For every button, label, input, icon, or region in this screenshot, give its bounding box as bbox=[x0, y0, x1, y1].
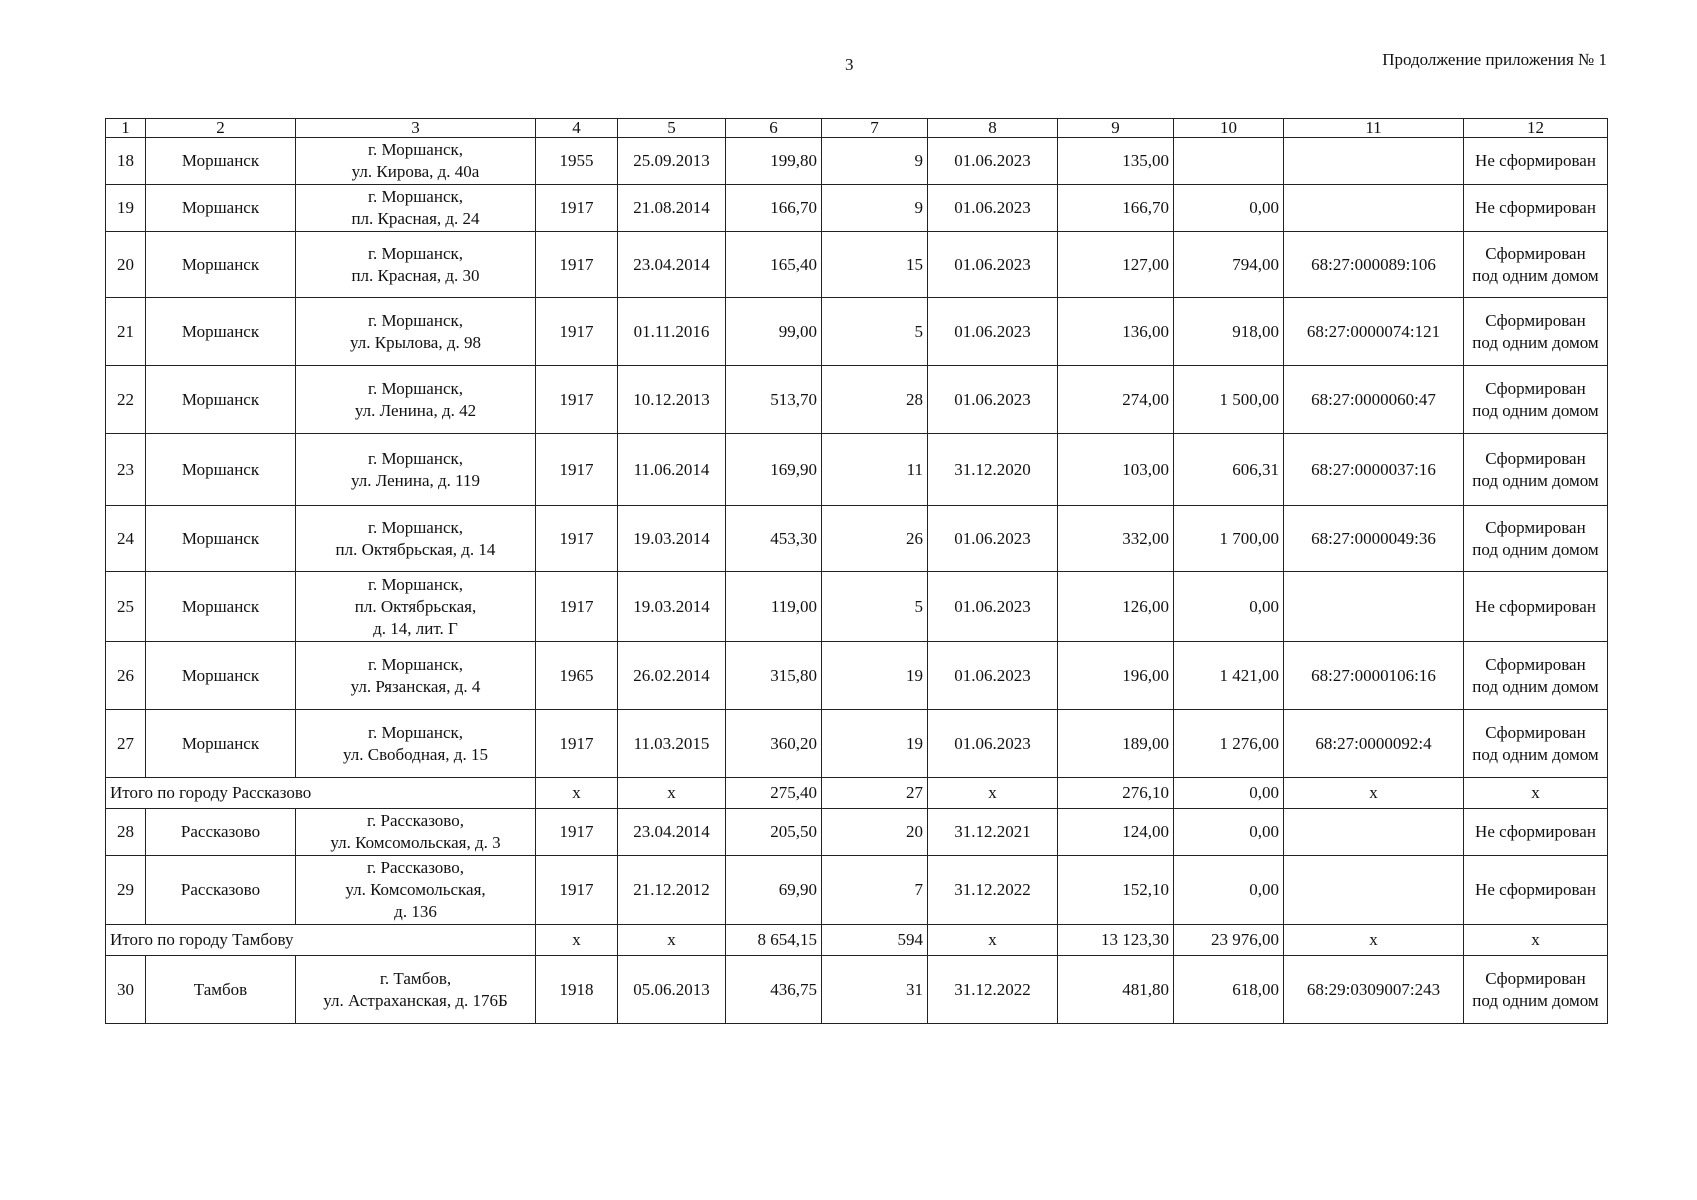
cell-col9: 103,00 bbox=[1058, 434, 1174, 506]
cell-year: х bbox=[536, 925, 618, 956]
cell-planned-date: 01.06.2023 bbox=[928, 185, 1058, 232]
cell-planned-date: 01.06.2023 bbox=[928, 506, 1058, 572]
status-line: Не сформирован bbox=[1475, 596, 1596, 616]
cell-address bbox=[296, 956, 536, 1024]
cell-year: 1917 bbox=[536, 298, 618, 366]
column-number-header: 5 bbox=[618, 119, 726, 138]
cell-date: 23.04.2014 bbox=[618, 232, 726, 298]
cell-cadastral-number: 68:29:0309007:243 bbox=[1284, 956, 1464, 1024]
cell-date: 25.09.2013 bbox=[618, 138, 726, 185]
cell-col9: 13 123,30 bbox=[1058, 925, 1174, 956]
table-row bbox=[106, 185, 1608, 232]
cell-city: Моршанск bbox=[146, 298, 296, 366]
cell-land-status bbox=[1464, 956, 1608, 1024]
table-row bbox=[106, 710, 1608, 778]
cell-col10: 0,00 bbox=[1174, 185, 1284, 232]
cell-city: Моршанск bbox=[146, 232, 296, 298]
cell-year: 1965 bbox=[536, 642, 618, 710]
address-line: пл. Красная, д. 30 bbox=[351, 265, 480, 285]
cell-city: Моршанск bbox=[146, 138, 296, 185]
cell-city: Моршанск bbox=[146, 710, 296, 778]
cell-residents: 27 bbox=[822, 778, 928, 809]
cell-col10: 618,00 bbox=[1174, 956, 1284, 1024]
cell-address bbox=[296, 138, 536, 185]
address-line: пл. Октябрьская, д. 14 bbox=[335, 539, 496, 559]
address-line: д. 14, лит. Г bbox=[373, 618, 458, 638]
cell-cadastral-number: 68:27:0000049:36 bbox=[1284, 506, 1464, 572]
cell-planned-date: 31.12.2022 bbox=[928, 856, 1058, 925]
cell-address bbox=[296, 809, 536, 856]
status-line: Не сформирован bbox=[1475, 198, 1596, 217]
cell-row-number: 18 bbox=[106, 138, 146, 185]
cell-planned-date: 01.06.2023 bbox=[928, 138, 1058, 185]
cell-residents: 7 bbox=[822, 856, 928, 925]
status-line: Сформирован bbox=[1485, 968, 1586, 988]
cell-cadastral-number bbox=[1284, 809, 1464, 856]
cell-col10: 1 421,00 bbox=[1174, 642, 1284, 710]
cell-residents: 594 bbox=[822, 925, 928, 956]
cell-residents: 5 bbox=[822, 572, 928, 642]
cell-area: 360,20 bbox=[726, 710, 822, 778]
page-number: 3 bbox=[845, 55, 854, 74]
cell-land-status bbox=[1464, 506, 1608, 572]
cell-city: Моршанск bbox=[146, 434, 296, 506]
cell-col10 bbox=[1174, 138, 1284, 185]
table-body bbox=[106, 119, 1608, 1024]
cell-area: 69,90 bbox=[726, 856, 822, 925]
address-line: ул. Рязанская, д. 4 bbox=[350, 676, 481, 696]
cell-city: Моршанск bbox=[146, 366, 296, 434]
cell-residents: 19 bbox=[822, 710, 928, 778]
cell-date: 26.02.2014 bbox=[618, 642, 726, 710]
address-line: пл. Красная, д. 24 bbox=[351, 209, 480, 228]
cell-year: 1917 bbox=[536, 809, 618, 856]
cell-land-status bbox=[1464, 298, 1608, 366]
address-line: г. Моршанск, bbox=[367, 310, 464, 330]
cell-residents: 20 bbox=[822, 809, 928, 856]
address-line: г. Моршанск, bbox=[367, 574, 464, 594]
cell-row-number: 27 bbox=[106, 710, 146, 778]
table-row bbox=[106, 642, 1608, 710]
cell-land-status bbox=[1464, 572, 1608, 642]
column-number-row bbox=[106, 119, 1608, 138]
cell-city: Моршанск bbox=[146, 506, 296, 572]
table-row bbox=[106, 232, 1608, 298]
cell-cadastral-number: 68:27:000089:106 bbox=[1284, 232, 1464, 298]
status-line: Сформирован bbox=[1485, 378, 1586, 398]
cell-col10: 23 976,00 bbox=[1174, 925, 1284, 956]
table-row bbox=[106, 298, 1608, 366]
cell-planned-date: х bbox=[928, 778, 1058, 809]
cell-land-status bbox=[1464, 185, 1608, 232]
cell-date: 19.03.2014 bbox=[618, 506, 726, 572]
cell-row-number: 20 bbox=[106, 232, 146, 298]
address-line: г. Рассказово, bbox=[367, 858, 464, 877]
subtotal-label: Итого по городу Тамбову bbox=[106, 925, 536, 956]
address-line: г. Моршанск, bbox=[367, 187, 464, 206]
cell-date: 11.06.2014 bbox=[618, 434, 726, 506]
cell-col9: 481,80 bbox=[1058, 956, 1174, 1024]
cell-area: 119,00 bbox=[726, 572, 822, 642]
address-line: ул. Кирова, д. 40а bbox=[351, 162, 480, 181]
cell-planned-date: 01.06.2023 bbox=[928, 572, 1058, 642]
address-line: г. Тамбов, bbox=[379, 968, 452, 988]
cell-area: 8 654,15 bbox=[726, 925, 822, 956]
cell-row-number: 30 bbox=[106, 956, 146, 1024]
cell-address bbox=[296, 572, 536, 642]
cell-planned-date: 01.06.2023 bbox=[928, 366, 1058, 434]
subtotal-label: Итого по городу Рассказово bbox=[106, 778, 536, 809]
cell-date: 23.04.2014 bbox=[618, 809, 726, 856]
address-line: г. Моршанск, bbox=[367, 448, 464, 468]
column-number-header: 1 bbox=[106, 119, 146, 138]
cell-year: 1918 bbox=[536, 956, 618, 1024]
cell-address bbox=[296, 366, 536, 434]
cell-date: 01.11.2016 bbox=[618, 298, 726, 366]
column-number-header: 10 bbox=[1174, 119, 1284, 138]
status-line: под одним домом bbox=[1472, 990, 1599, 1010]
cell-residents: 9 bbox=[822, 185, 928, 232]
table-row bbox=[106, 572, 1608, 642]
address-line: г. Моршанск, bbox=[367, 722, 464, 742]
status-line: под одним домом bbox=[1472, 744, 1599, 764]
cell-land-status bbox=[1464, 138, 1608, 185]
cell-planned-date: 31.12.2021 bbox=[928, 809, 1058, 856]
cell-land-status bbox=[1464, 434, 1608, 506]
cell-row-number: 22 bbox=[106, 366, 146, 434]
cell-row-number: 19 bbox=[106, 185, 146, 232]
cell-area: 315,80 bbox=[726, 642, 822, 710]
cell-col10: 0,00 bbox=[1174, 572, 1284, 642]
cell-col9: 127,00 bbox=[1058, 232, 1174, 298]
address-line: г. Моршанск, bbox=[367, 517, 464, 537]
housing-table bbox=[105, 118, 1608, 1024]
cell-col10: 0,00 bbox=[1174, 809, 1284, 856]
cell-address bbox=[296, 434, 536, 506]
cell-cadastral-number: 68:27:0000106:16 bbox=[1284, 642, 1464, 710]
address-line: г. Моршанск, bbox=[367, 243, 464, 263]
cell-col9: 276,10 bbox=[1058, 778, 1174, 809]
cell-col9: 124,00 bbox=[1058, 809, 1174, 856]
cell-area: 513,70 bbox=[726, 366, 822, 434]
cell-year: 1917 bbox=[536, 434, 618, 506]
address-line: ул. Свободная, д. 15 bbox=[343, 744, 488, 764]
cell-residents: 9 bbox=[822, 138, 928, 185]
cell-residents: 15 bbox=[822, 232, 928, 298]
column-number-header: 8 bbox=[928, 119, 1058, 138]
cell-col9: 135,00 bbox=[1058, 138, 1174, 185]
status-line: Не сформирован bbox=[1475, 822, 1596, 841]
cell-year: 1917 bbox=[536, 366, 618, 434]
column-number-header: 4 bbox=[536, 119, 618, 138]
column-number-header: 3 bbox=[296, 119, 536, 138]
cell-address bbox=[296, 710, 536, 778]
cell-cadastral-number: 68:27:0000037:16 bbox=[1284, 434, 1464, 506]
cell-row-number: 24 bbox=[106, 506, 146, 572]
cell-land-status bbox=[1464, 642, 1608, 710]
cell-cadastral-number: 68:27:0000074:121 bbox=[1284, 298, 1464, 366]
cell-col10: 794,00 bbox=[1174, 232, 1284, 298]
cell-city: Моршанск bbox=[146, 572, 296, 642]
cell-col9: 136,00 bbox=[1058, 298, 1174, 366]
cell-row-number: 28 bbox=[106, 809, 146, 856]
cell-year: х bbox=[536, 778, 618, 809]
cell-date: 19.03.2014 bbox=[618, 572, 726, 642]
cell-planned-date: 01.06.2023 bbox=[928, 642, 1058, 710]
cell-planned-date: 01.06.2023 bbox=[928, 710, 1058, 778]
cell-planned-date: 01.06.2023 bbox=[928, 232, 1058, 298]
cell-city: Тамбов bbox=[146, 956, 296, 1024]
cell-row-number: 23 bbox=[106, 434, 146, 506]
address-line: ул. Ленина, д. 42 bbox=[354, 400, 477, 420]
cell-cadastral-number: 68:27:0000092:4 bbox=[1284, 710, 1464, 778]
address-line: д. 136 bbox=[394, 902, 437, 921]
cell-cadastral-number: 68:27:0000060:47 bbox=[1284, 366, 1464, 434]
cell-year: 1917 bbox=[536, 506, 618, 572]
cell-address bbox=[296, 506, 536, 572]
column-number-header: 12 bbox=[1464, 119, 1608, 138]
cell-col9: 332,00 bbox=[1058, 506, 1174, 572]
address-line: ул. Комсомольская, д. 3 bbox=[330, 833, 501, 852]
table-row bbox=[106, 809, 1608, 856]
cell-col9: 152,10 bbox=[1058, 856, 1174, 925]
address-line: г. Моршанск, bbox=[367, 378, 464, 398]
column-number-header: 9 bbox=[1058, 119, 1174, 138]
status-line: Не сформирован bbox=[1475, 880, 1596, 899]
cell-land-status bbox=[1464, 366, 1608, 434]
cell-city: Рассказово bbox=[146, 856, 296, 925]
cell-cadastral-number bbox=[1284, 138, 1464, 185]
table-row bbox=[106, 434, 1608, 506]
cell-planned-date: х bbox=[928, 925, 1058, 956]
cell-residents: 31 bbox=[822, 956, 928, 1024]
cell-area: 436,75 bbox=[726, 956, 822, 1024]
cell-city: Моршанск bbox=[146, 642, 296, 710]
cell-area: 165,40 bbox=[726, 232, 822, 298]
cell-col10: 1 700,00 bbox=[1174, 506, 1284, 572]
cell-date: 10.12.2013 bbox=[618, 366, 726, 434]
column-number-header: 7 bbox=[822, 119, 928, 138]
cell-col9: 166,70 bbox=[1058, 185, 1174, 232]
cell-year: 1917 bbox=[536, 572, 618, 642]
address-line: ул. Комсомольская, bbox=[345, 880, 486, 899]
status-line: под одним домом bbox=[1472, 539, 1599, 559]
address-line: ул. Крылова, д. 98 bbox=[350, 332, 481, 352]
status-line: Сформирован bbox=[1485, 517, 1586, 537]
cell-row-number: 25 bbox=[106, 572, 146, 642]
subtotal-row bbox=[106, 925, 1608, 956]
cell-residents: 26 bbox=[822, 506, 928, 572]
cell-planned-date: 31.12.2022 bbox=[928, 956, 1058, 1024]
cell-area: 99,00 bbox=[726, 298, 822, 366]
cell-area: 275,40 bbox=[726, 778, 822, 809]
cell-year: 1917 bbox=[536, 185, 618, 232]
cell-address bbox=[296, 232, 536, 298]
address-line: пл. Октябрьская, bbox=[354, 596, 477, 616]
table-row bbox=[106, 956, 1608, 1024]
cell-col9: 126,00 bbox=[1058, 572, 1174, 642]
status-line: под одним домом bbox=[1472, 265, 1599, 285]
appendix-continuation-note: Продолжение приложения № 1 bbox=[1382, 50, 1607, 69]
address-line: г. Рассказово, bbox=[367, 811, 464, 830]
address-line: г. Моршанск, bbox=[367, 140, 464, 159]
cell-residents: 28 bbox=[822, 366, 928, 434]
cell-cadastral-number bbox=[1284, 856, 1464, 925]
cell-col10: 606,31 bbox=[1174, 434, 1284, 506]
status-line: Сформирован bbox=[1485, 448, 1586, 468]
cell-col9: 196,00 bbox=[1058, 642, 1174, 710]
cell-residents: 19 bbox=[822, 642, 928, 710]
cell-col9: 189,00 bbox=[1058, 710, 1174, 778]
column-number-header: 11 bbox=[1284, 119, 1464, 138]
table-row bbox=[106, 138, 1608, 185]
cell-date: х bbox=[618, 778, 726, 809]
cell-col10: 0,00 bbox=[1174, 856, 1284, 925]
cell-residents: 5 bbox=[822, 298, 928, 366]
subtotal-row bbox=[106, 778, 1608, 809]
address-line: ул. Ленина, д. 119 bbox=[350, 470, 481, 490]
cell-col10: 1 276,00 bbox=[1174, 710, 1284, 778]
cell-row-number: 29 bbox=[106, 856, 146, 925]
cell-area: 199,80 bbox=[726, 138, 822, 185]
cell-city: Моршанск bbox=[146, 185, 296, 232]
cell-col10: 918,00 bbox=[1174, 298, 1284, 366]
cell-planned-date: 01.06.2023 bbox=[928, 298, 1058, 366]
cell-year: 1917 bbox=[536, 856, 618, 925]
cell-city: Рассказово bbox=[146, 809, 296, 856]
cell-land-status: х bbox=[1464, 925, 1608, 956]
cell-cadastral-number bbox=[1284, 572, 1464, 642]
cell-area: 169,90 bbox=[726, 434, 822, 506]
status-line: Не сформирован bbox=[1475, 151, 1596, 170]
status-line: Сформирован bbox=[1485, 243, 1586, 263]
cell-date: 11.03.2015 bbox=[618, 710, 726, 778]
cell-land-status bbox=[1464, 809, 1608, 856]
address-line: г. Моршанск, bbox=[367, 654, 464, 674]
cell-year: 1917 bbox=[536, 232, 618, 298]
status-line: Сформирован bbox=[1485, 722, 1586, 742]
address-line: ул. Астраханская, д. 176Б bbox=[323, 990, 508, 1010]
table-row bbox=[106, 366, 1608, 434]
status-line: под одним домом bbox=[1472, 332, 1599, 352]
cell-cadastral-number: х bbox=[1284, 778, 1464, 809]
cell-date: х bbox=[618, 925, 726, 956]
cell-row-number: 21 bbox=[106, 298, 146, 366]
cell-address bbox=[296, 185, 536, 232]
cell-col10: 0,00 bbox=[1174, 778, 1284, 809]
status-line: Сформирован bbox=[1485, 654, 1586, 674]
cell-cadastral-number bbox=[1284, 185, 1464, 232]
cell-year: 1955 bbox=[536, 138, 618, 185]
cell-land-status bbox=[1464, 232, 1608, 298]
cell-col9: 274,00 bbox=[1058, 366, 1174, 434]
cell-row-number: 26 bbox=[106, 642, 146, 710]
cell-cadastral-number: х bbox=[1284, 925, 1464, 956]
cell-land-status: х bbox=[1464, 778, 1608, 809]
cell-date: 05.06.2013 bbox=[618, 956, 726, 1024]
cell-area: 166,70 bbox=[726, 185, 822, 232]
cell-year: 1917 bbox=[536, 710, 618, 778]
table-row bbox=[106, 506, 1608, 572]
cell-planned-date: 31.12.2020 bbox=[928, 434, 1058, 506]
cell-land-status bbox=[1464, 710, 1608, 778]
status-line: Сформирован bbox=[1485, 310, 1586, 330]
cell-address bbox=[296, 856, 536, 925]
cell-land-status bbox=[1464, 856, 1608, 925]
status-line: под одним домом bbox=[1472, 676, 1599, 696]
status-line: под одним домом bbox=[1472, 400, 1599, 420]
cell-address bbox=[296, 642, 536, 710]
column-number-header: 6 bbox=[726, 119, 822, 138]
cell-col10: 1 500,00 bbox=[1174, 366, 1284, 434]
cell-residents: 11 bbox=[822, 434, 928, 506]
table-row bbox=[106, 856, 1608, 925]
cell-area: 205,50 bbox=[726, 809, 822, 856]
cell-date: 21.12.2012 bbox=[618, 856, 726, 925]
status-line: под одним домом bbox=[1472, 470, 1599, 490]
column-number-header: 2 bbox=[146, 119, 296, 138]
cell-address bbox=[296, 298, 536, 366]
cell-area: 453,30 bbox=[726, 506, 822, 572]
cell-date: 21.08.2014 bbox=[618, 185, 726, 232]
